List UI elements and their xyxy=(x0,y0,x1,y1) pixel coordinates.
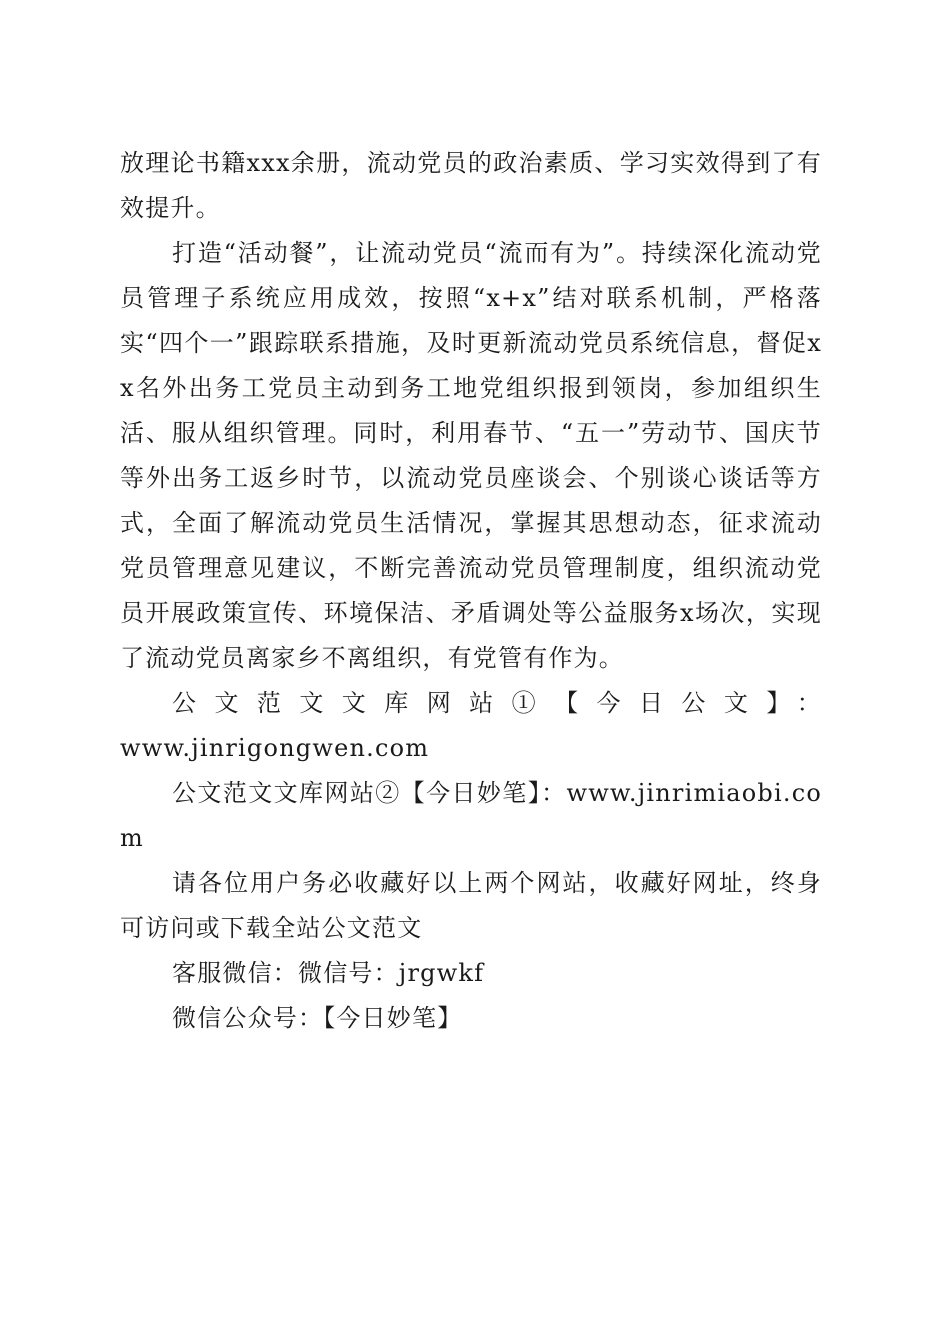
paragraph-activity-meal: 打造“活动餐”，让流动党员“流而有为”。持续深化流动党员管理子系统应用成效，按照“x+x”结对联系机制，严格落实“四个一”跟踪联系措施，及时更新流动党员系统信息，督促xx名外出务工党员主动到务工地党组织报到领岗，参加组织生活、服从组织管理。同时，利用春节、“五一”劳动节、国庆节等外出务工返乡时节，以流动党员座谈会、个别谈心谈话等方式，全面了解流动党员生活情况，掌握其思想动态，征求流动党员管理意见建议，不断完善流动党员管理制度，组织流动党员开展政策宣传、环境保洁、矛盾调处等公益服务x场次，实现了流动党员离家乡不离组织，有党管有作为。 xyxy=(120,239,822,672)
footer-site1-url: www.jinrigongwen.com xyxy=(120,734,430,762)
footer-reminder: 请各位用户务必收藏好以上两个网站，收藏好网址，终身可访问或下载全站公文范文 xyxy=(120,869,822,942)
footer-wechat-public: 微信公众号：【今日妙笔】 xyxy=(172,1004,463,1032)
footer-site2-line: 公文范文文库网站②【今日妙笔】：www.jinrimiaobi.com xyxy=(120,779,822,852)
footer-site1-label: 公文范文文库网站①【今日公文】： xyxy=(172,689,822,717)
footer-wechat-service: 客服微信：微信号：jrgwkf xyxy=(172,959,485,987)
document-body xyxy=(120,141,822,1041)
paragraph-study-results: 放理论书籍xxx余册，流动党员的政治素质、学习实效得到了有效提升。 xyxy=(120,149,822,222)
